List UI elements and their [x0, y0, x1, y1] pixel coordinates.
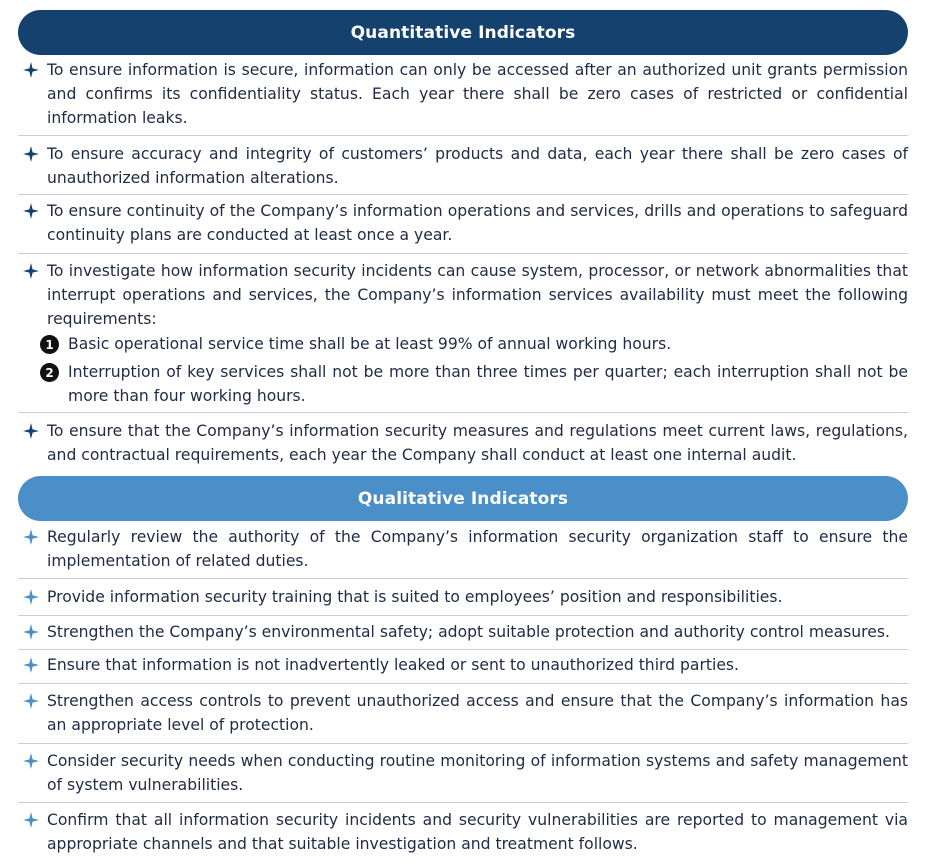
qualitative-item: [22, 525, 908, 573]
qualitative-item-text: Ensure that information is not inadvertently leaked or sent to unauthorized third parties.: [47, 656, 740, 674]
requirement-subitem-text: Interruption of key services shall not be more than three times per quarter; each interruption shall not be more than four working hours.: [68, 363, 908, 405]
quantitative-item-text: To investigate how information security incidents can cause system, processor, or network abnormalities that interrupt operations and services, the Company’s information services availability must meet the following requirements:: [47, 262, 908, 328]
divider: [18, 649, 908, 650]
four-point-star-icon: [22, 419, 40, 443]
divider: [18, 802, 908, 803]
qualitative-item: [22, 689, 908, 737]
quantitative-item: [22, 58, 908, 130]
four-point-star-icon: [22, 58, 40, 82]
quantitative-item-text: To ensure that the Company’s information security measures and regulations meet current laws, regulations, and contractual requirements, each year the Company shall conduct at least one internal audit.: [47, 422, 908, 464]
divider: [18, 412, 908, 413]
quantitative-item: [22, 259, 908, 331]
qualitative-item: [22, 620, 908, 644]
qualitative-item-text: Consider security needs when conducting routine monitoring of information systems and safety management of system vulnerabilities.: [47, 752, 908, 794]
four-point-star-icon: [22, 620, 40, 644]
qualitative-item: [22, 808, 908, 856]
four-point-star-icon: [22, 199, 40, 223]
quantitative-item: [22, 419, 908, 467]
quantitative-item-text: To ensure accuracy and integrity of customers’ products and data, each year there shall be zero cases of unauthorized information alterations.: [47, 145, 908, 187]
requirement-subitem: [40, 332, 908, 356]
quantitative-item-text: To ensure continuity of the Company’s information operations and services, drills and operations to safeguard continuity plans are conducted at least once a year.: [47, 202, 908, 244]
four-point-star-icon: [22, 525, 40, 549]
requirement-subitem: [40, 360, 908, 408]
quantitative-item-text: To ensure information is secure, information can only be accessed after an authorized unit grants permission and confirms its confidentiality status. Each year there shall be zero cases of restricted or confidential information leaks.: [47, 61, 908, 127]
qualitative-indicators-header: [18, 476, 908, 521]
divider: [18, 683, 908, 684]
quantitative-indicators-header: [18, 10, 908, 55]
four-point-star-icon: [22, 259, 40, 283]
four-point-star-icon: [22, 142, 40, 166]
four-point-star-icon: [22, 585, 40, 609]
quantitative-indicators-title: Quantitative Indicators: [350, 22, 576, 43]
four-point-star-icon: [22, 808, 40, 832]
qualitative-item-text: Confirm that all information security incidents and security vulnerabilities are reported to management via appropriate channels and that suitable investigation and treatment follows.: [47, 811, 908, 853]
qualitative-item-text: Strengthen the Company’s environmental safety; adopt suitable protection and authority control measures.: [47, 623, 890, 641]
numbered-circle-icon: 1: [40, 335, 59, 354]
divider: [18, 253, 908, 254]
qualitative-item-text: Regularly review the authority of the Company’s information security organization staff to ensure the implementation of related duties.: [47, 528, 908, 570]
requirement-subitem-text: Basic operational service time shall be at least 99% of annual working hours.: [68, 335, 672, 353]
divider: [18, 194, 908, 195]
divider: [18, 743, 908, 744]
numbered-circle-icon: 2: [40, 363, 59, 382]
qualitative-item-text: Provide information security training that is suited to employees’ position and responsibilities.: [47, 588, 783, 606]
qualitative-item: [22, 749, 908, 797]
divider: [18, 578, 908, 579]
qualitative-indicators-title: Qualitative Indicators: [357, 488, 569, 509]
qualitative-item-text: Strengthen access controls to prevent unauthorized access and ensure that the Company’s information has an appropriate level of protection.: [47, 692, 908, 734]
four-point-star-icon: [22, 653, 40, 677]
quantitative-item: [22, 142, 908, 190]
qualitative-item: [22, 653, 908, 677]
divider: [18, 135, 908, 136]
divider: [18, 615, 908, 616]
four-point-star-icon: [22, 749, 40, 773]
quantitative-item: [22, 199, 908, 247]
qualitative-item: [22, 585, 908, 609]
four-point-star-icon: [22, 689, 40, 713]
